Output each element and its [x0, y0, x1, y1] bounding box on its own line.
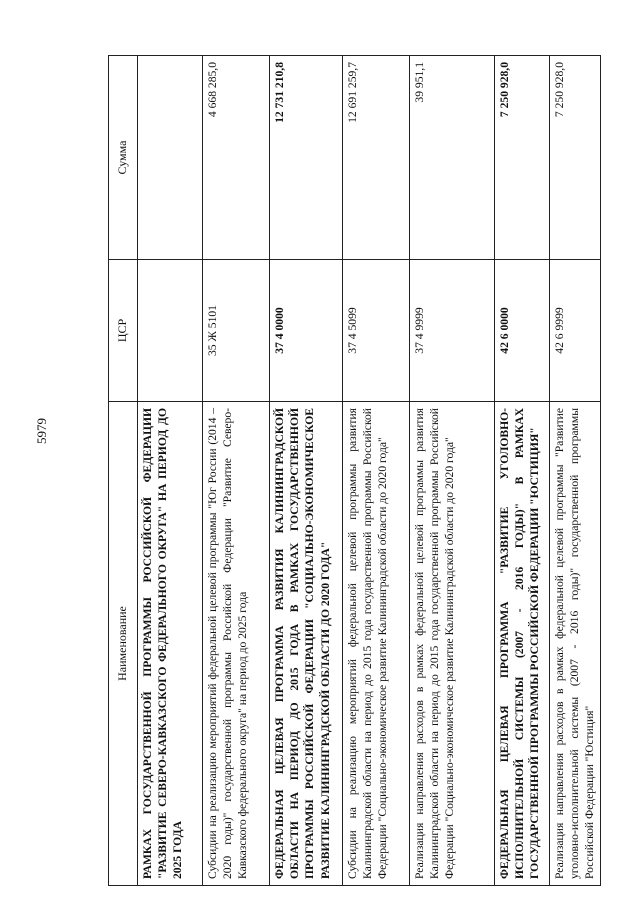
table-row: [269, 56, 342, 886]
table-row: [494, 56, 549, 886]
page-number: 5979: [34, 418, 49, 444]
table-row: [342, 56, 409, 886]
rotated-page-content: [108, 56, 628, 886]
header-csr: ЦСР: [109, 260, 138, 402]
header-name: Наименование: [109, 402, 138, 886]
row-sum: 12 691 259,7: [342, 56, 409, 260]
row-sum: 12 731 210,8: [269, 56, 342, 260]
row-csr: 37 4 5099: [342, 260, 409, 402]
row-csr: 37 4 0000: [269, 260, 342, 402]
table-header-row: [109, 56, 138, 886]
row-name: Субсидии на реализацию мероприятий федеральной целевой программы развития Калининградской области на период до 2015 года государственной программы Российской Федерации "Социально-экономическое развитие Калининградской области до 2020 года": [342, 402, 409, 886]
row-sum: [137, 56, 202, 260]
row-csr: 42 6 0000: [494, 260, 549, 402]
row-sum: 39 951,1: [409, 56, 494, 260]
table-row: [202, 56, 269, 886]
row-sum: 7 250 928,0: [549, 56, 600, 260]
row-name: Реализация направления расходов в рамках федеральной целевой программы "Развитие уголовно-исполнительной системы (2007 - 2016 годы)" государственной программы Российской Федерации "Юстиция": [549, 402, 600, 886]
row-name: Субсидии на реализацию мероприятий федеральной целевой программы "Юг России (2014 – 2020 годы)" государственной программы Российской Федерации "Развитие Северо-Кавказского федерального округа" на период до 2025 года: [202, 402, 269, 886]
row-csr: 37 4 9999: [409, 260, 494, 402]
row-sum: 4 668 285,0: [202, 56, 269, 260]
row-name: ФЕДЕРАЛЬНАЯ ЦЕЛЕВАЯ ПРОГРАММА РАЗВИТИЯ КАЛИНИНГРАДСКОЙ ОБЛАСТИ НА ПЕРИОД ДО 2015 ГОДА В РАМКАХ ГОСУДАРСТВЕННОЙ ПРОГРАММЫ РОССИЙСКОЙ ФЕДЕРАЦИИ "СОЦИАЛЬНО-ЭКОНОМИЧЕСКОЕ РАЗВИТИЕ КАЛИНИНГРАДСКОЙ ОБЛАСТИ ДО 2020 ГОДА": [269, 402, 342, 886]
row-sum: 7 250 928,0: [494, 56, 549, 260]
budget-table: [108, 55, 601, 886]
row-name: Реализация направления расходов в рамках федеральной целевой программы развития Калининградской области на период до 2015 года государственной программы Российской Федерации "Социально-экономическое развитие Калининградской области до 2020 года": [409, 402, 494, 886]
row-csr: 35 Ж 5101: [202, 260, 269, 402]
table-row: [137, 56, 202, 886]
row-csr: 42 6 9999: [549, 260, 600, 402]
row-csr: [137, 260, 202, 402]
table-row: [409, 56, 494, 886]
row-name: РАМКАХ ГОСУДАРСТВЕННОЙ ПРОГРАММЫ РОССИЙСКОЙ ФЕДЕРАЦИИ "РАЗВИТИЕ СЕВЕРО-КАВКАЗСКОГО ФЕДЕРАЛЬНОГО ОКРУГА" НА ПЕРИОД ДО 2025 ГОДА: [137, 402, 202, 886]
row-name: ФЕДЕРАЛЬНАЯ ЦЕЛЕВАЯ ПРОГРАММА "РАЗВИТИЕ УГОЛОВНО-ИСПОЛНИТЕЛЬНОЙ СИСТЕМЫ (2007 - 2016 ГОДЫ)" В РАМКАХ ГОСУДАРСТВЕННОЙ ПРОГРАММЫ РОССИЙСКОЙ ФЕДЕРАЦИИ "ЮСТИЦИЯ": [494, 402, 549, 886]
table-row: [549, 56, 600, 886]
header-sum: Сумма: [109, 56, 138, 260]
